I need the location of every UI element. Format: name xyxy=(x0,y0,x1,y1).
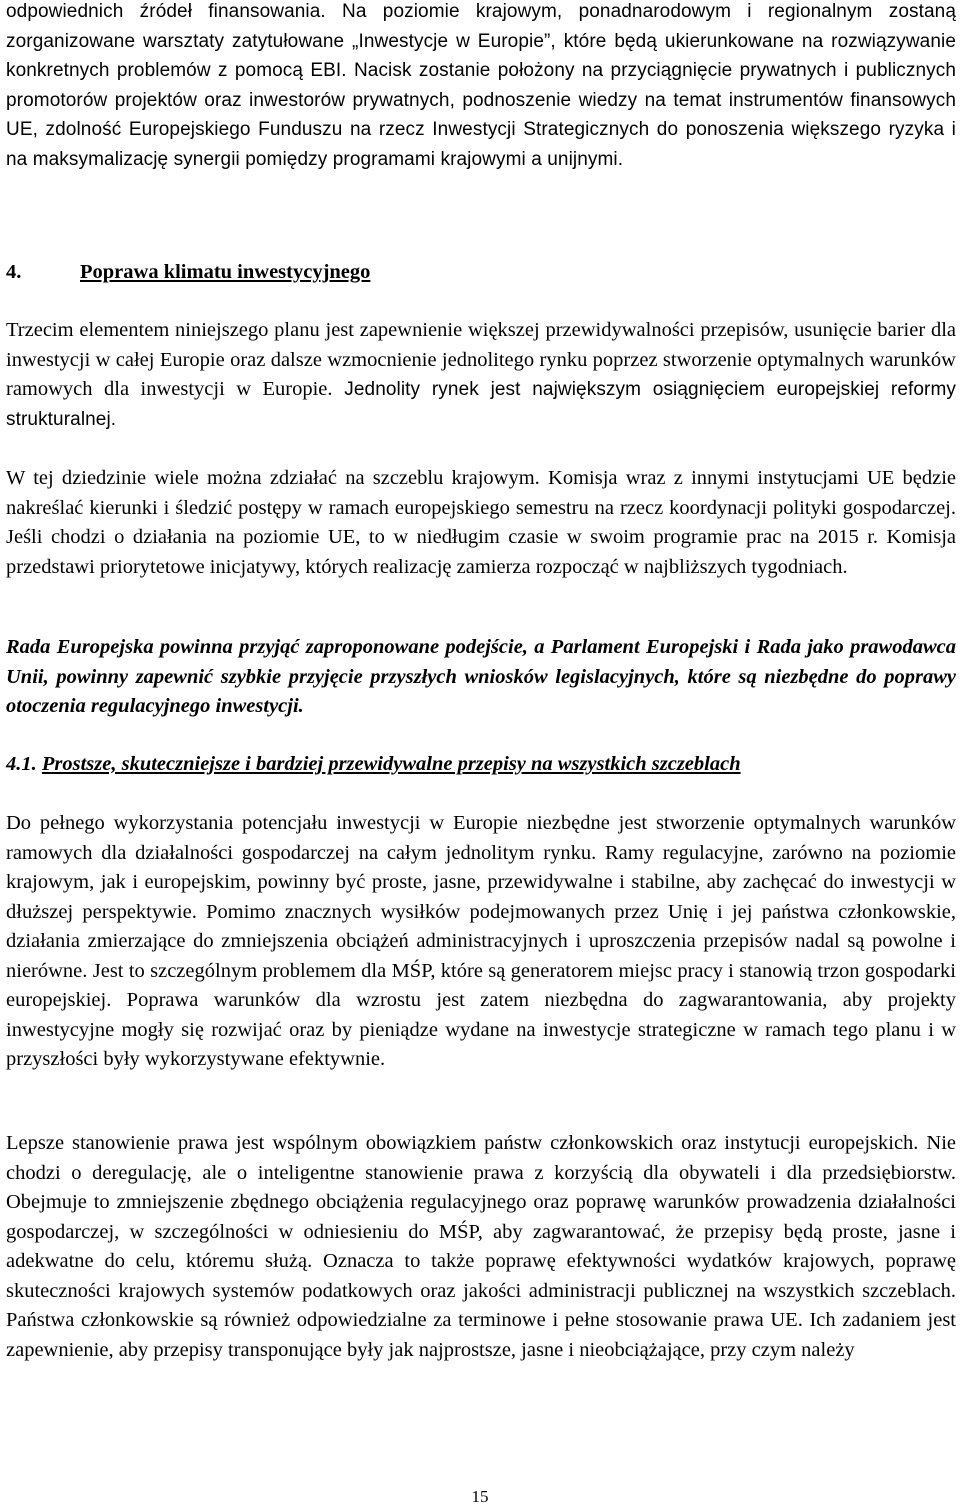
emphasis-text: Rada Europejska powinna przyjąć zaproponowane podejście, a Parlament Europejski i Rada jako prawodawca Unii, powinny zapewnić szybkie przyjęcie przyszłych wniosków legislacyjnych, które są niezbędne do poprawy otoczenia regulacyjnego inwestycji. xyxy=(6,636,956,717)
paragraph-text: Lepsze stanowienie prawa jest wspólnym obowiązkiem państw członkowskich oraz instytucji europejskich. Nie chodzi o deregulację, ale o inteligentne stanowienie prawa z korzyścią dla obywateli i dla przedsiębiorstw. Obejmuje to zmniejszenie zbędnego obciążenia regulacyjnego oraz poprawę warunków prowadzenia działalności gospodarczej, w szczególności w odniesieniu do MŚP, aby zagwarantować, że przepisy będą proste, jasne i adekwatne do celu, któremu służą. Oznacza to także poprawę efektywności wydatków krajowych, poprawę skuteczności krajowych systemów podatkowych oraz jakości administracji publicznej na wszystkich szczeblach. Państwa członkowskie są również odpowiedzialne za terminowe i pełne stosowanie prawa UE. Ich zadaniem jest zapewnienie, aby przepisy transponujące były jak najprostsze, jasne i nieobciążające, przy czym należy xyxy=(6,1132,956,1361)
paragraph-text: Trzecim elementem niniejszego planu jest zapewnienie większej przewidywalności przepisów, usunięcie barier dla inwestycji w całej Europie oraz dalsze wzmocnienie jednolitego rynku poprzez stworzenie optymalnych warunków ramowych dla inwestycji w Europie. xyxy=(6,319,956,400)
page-number: 15 xyxy=(471,1487,489,1506)
section-heading-4-1 xyxy=(6,750,741,780)
section-number: 4. xyxy=(6,261,22,283)
paragraph-national-level xyxy=(6,464,956,582)
paragraph-text: W tej dziedzinie wiele można zdziałać na szczeblu krajowym. xyxy=(6,467,540,489)
subsection-number: 4.1. xyxy=(6,753,37,775)
paragraph-council-call xyxy=(6,633,956,722)
paragraph-text-sans-continued: Nacisk zostanie położony na przyciągnięcie prywatnych i publicznych promotorów projektów oraz inwestorów prywatnych, podnoszenie wiedzy na temat instrumentów finansowych UE, zdolność Europejskiego Funduszu na rzecz Inwestycji Strategicznych do ponoszenia większego ryzyka i na maksymalizację synergii pomiędzy programami krajowymi a unijnymi. xyxy=(6,60,956,170)
paragraph-third-element xyxy=(6,316,956,434)
paragraph-better-regulation xyxy=(6,1129,956,1365)
subsection-title: Prostsze, skuteczniejsze i bardziej przewidywalne przepisy na wszystkich szczeblach xyxy=(41,753,741,775)
paragraph-financing-workshops xyxy=(6,0,956,174)
paragraph-text: Komisja przedstawi priorytetowe inicjatywy, których realizację zamierza rozpocząć w najbliższych tygodniach. xyxy=(6,526,956,578)
paragraph-potential-investment xyxy=(6,809,956,1075)
paragraph-text-sans: Jednolity rynek jest największym osiągnięciem europejskiej reformy strukturalnej. xyxy=(6,379,957,430)
paragraph-text: Jeśli chodzi o działania na poziomie UE, to w niedługim czasie w swoim programie prac na 2015 r. xyxy=(6,526,879,548)
paragraph-text-sans: odpowiednich źródeł finansowania. Na poziomie krajowym, ponadnarodowym i regionalnym zostaną zorganizowane warsztaty zatytułowane „Inwestycje w Europie”, które będą ukierunkowane na rozwiązywanie konkretnych problemów z pomocą EBI. xyxy=(6,1,956,81)
section-heading-4 xyxy=(6,258,370,288)
paragraph-text: Komisja wraz z innymi instytucjami UE będzie nakreślać kierunki i śledzić postępy w ramach europejskiego semestru na rzecz koordynacji polityki gospodarczej. xyxy=(6,467,956,519)
paragraph-text: Do pełnego wykorzystania potencjału inwestycji w Europie niezbędne jest stworzenie optymalnych warunków ramowych dla działalności gospodarczej na całym jednolitym rynku. Ramy regulacyjne, zarówno na poziomie krajowym, jak i europejskim, powinny być proste, jasne, przewidywalne i stabilne, aby zachęcać do inwestycji w dłuższej perspektywie. Pomimo znacznych wysiłków podejmowanych przez Unię i jej państwa członkowskie, działania zmierzające do zmniejszenia obciążeń administracyjnych i uproszczenia przepisów nadal są powolne i nierówne. Jest to szczególnym problemem dla MŚP, które są generatorem miejsc pracy i stanowią trzon gospodarki europejskiej. Poprawa warunków dla wzrostu jest zatem niezbędna do zagwarantowania, aby projekty inwestycyjne mogły się rozwijać oraz by pieniądze wydane na inwestycje strategiczne w ramach tego planu i w przyszłości były wykorzystywane efektywnie. xyxy=(6,812,956,1070)
section-title: Poprawa klimatu inwestycyjnego xyxy=(80,261,371,283)
